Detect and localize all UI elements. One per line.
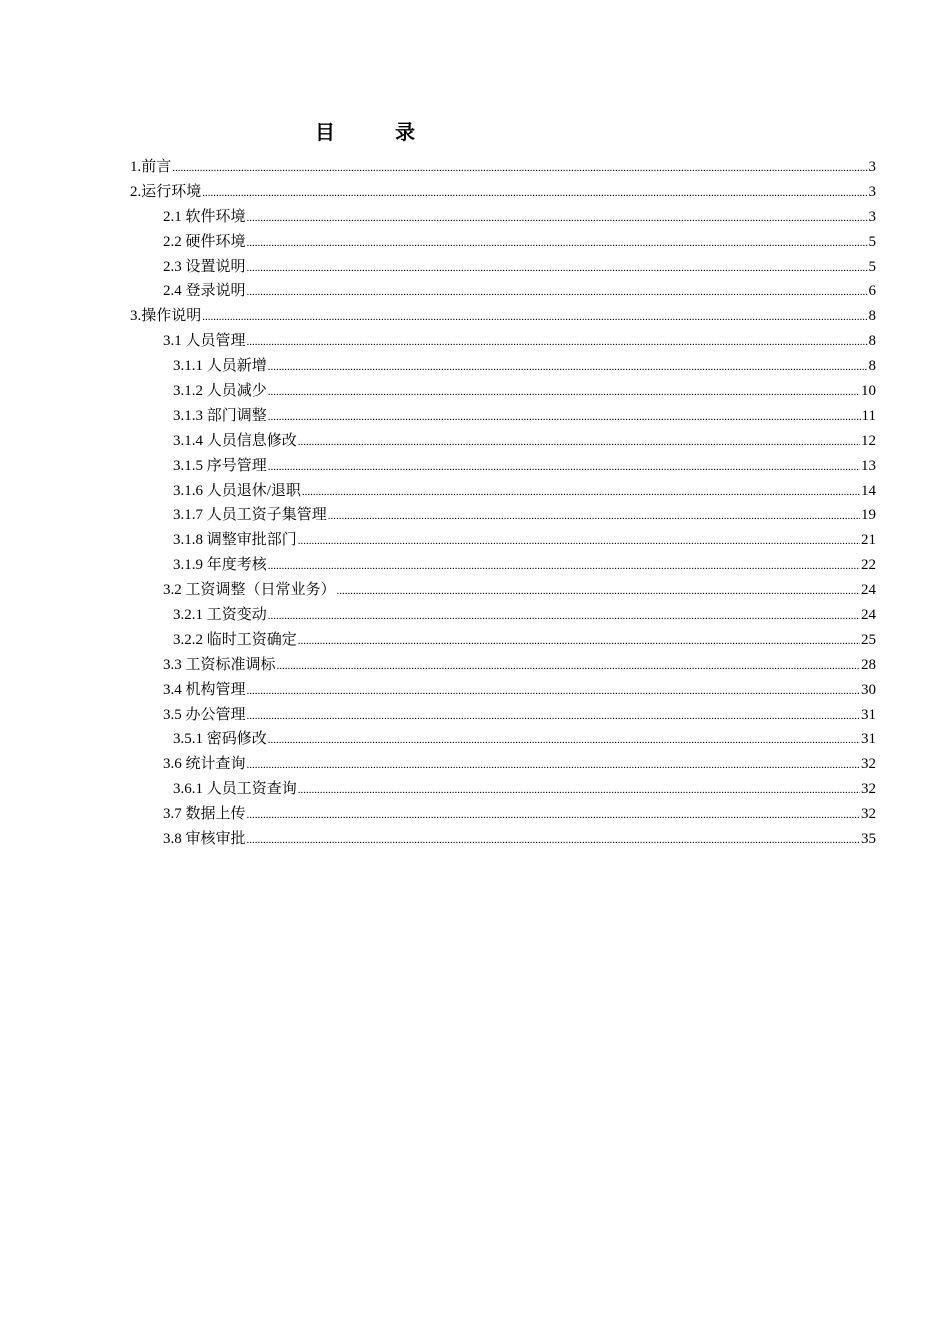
toc-entry-label: 2.3 设置说明 <box>163 258 246 275</box>
toc-entry-page-number: 3 <box>868 159 876 175</box>
toc-entry-page-number: 32 <box>861 756 876 773</box>
toc-entry[interactable] <box>130 603 876 628</box>
toc-entry-page-number: 22 <box>861 557 876 574</box>
toc-entry[interactable] <box>130 454 876 479</box>
toc-entry-page-number: 13 <box>861 457 876 474</box>
toc-entry-label: 3.5 办公管理 <box>163 706 246 723</box>
toc-entry[interactable] <box>130 379 876 404</box>
toc-entry-page-number: 10 <box>861 383 876 400</box>
table-of-contents <box>130 155 876 852</box>
toc-entry-label: 3.2 工资调整（日常业务） <box>163 582 336 599</box>
toc-entry-label: 1.前言 <box>130 159 172 175</box>
toc-entry-label: 3.1.4 人员信息修改 <box>173 432 297 449</box>
toc-dot-leader <box>247 828 860 853</box>
toc-entry[interactable] <box>130 255 876 280</box>
toc-entry-label: 3.1.9 年度考核 <box>173 557 267 574</box>
toc-entry-label: 2.运行环境 <box>130 183 202 200</box>
toc-dot-leader <box>268 405 861 430</box>
toc-entry-label: 3.操作说明 <box>130 308 202 325</box>
toc-dot-leader <box>268 355 868 380</box>
toc-entry-label: 3.6.1 人员工资查询 <box>173 781 297 798</box>
toc-entry-page-number: 31 <box>861 731 876 748</box>
toc-entry[interactable] <box>130 304 876 329</box>
toc-entry[interactable] <box>130 205 876 230</box>
toc-dot-leader <box>268 728 860 753</box>
toc-entry-page-number: 32 <box>861 781 876 798</box>
toc-entry-label: 3.1.8 调整审批部门 <box>173 532 297 549</box>
toc-dot-leader <box>302 480 860 505</box>
toc-entry[interactable] <box>130 180 876 205</box>
toc-dot-leader <box>298 778 860 803</box>
toc-dot-leader <box>247 803 860 828</box>
toc-entry-label: 3.3 工资标准调标 <box>163 656 276 673</box>
toc-entry-label: 3.1.3 部门调整 <box>173 407 267 424</box>
toc-entry-page-number: 35 <box>861 831 876 848</box>
toc-entry-page-number: 32 <box>861 806 876 823</box>
toc-entry-label: 2.4 登录说明 <box>163 283 246 300</box>
toc-entry[interactable] <box>130 479 876 504</box>
toc-entry[interactable] <box>130 827 876 852</box>
toc-dot-leader <box>247 280 868 305</box>
toc-entry[interactable] <box>130 703 876 728</box>
toc-entry[interactable] <box>130 230 876 255</box>
toc-entry-page-number: 31 <box>861 706 876 723</box>
toc-entry-label: 3.2.2 临时工资确定 <box>173 631 297 648</box>
toc-entry[interactable] <box>130 155 876 180</box>
toc-entry-page-number: 12 <box>861 432 876 449</box>
toc-entry-label: 3.5.1 密码修改 <box>173 731 267 748</box>
toc-dot-leader <box>202 305 867 330</box>
toc-entry-label: 3.8 审核审批 <box>163 831 246 848</box>
toc-entry[interactable] <box>130 553 876 578</box>
toc-dot-leader <box>298 629 860 654</box>
toc-entry-page-number: 28 <box>861 656 876 673</box>
toc-dot-leader <box>247 256 868 281</box>
toc-entry[interactable] <box>130 503 876 528</box>
toc-entry-label: 2.2 硬件环境 <box>163 233 246 250</box>
toc-dot-leader <box>337 579 860 604</box>
toc-dot-leader <box>247 231 868 256</box>
toc-dot-leader <box>277 654 860 679</box>
toc-entry-page-number: 8 <box>868 358 876 375</box>
toc-entry[interactable] <box>130 752 876 777</box>
toc-dot-leader <box>172 156 867 181</box>
toc-entry[interactable] <box>130 678 876 703</box>
toc-dot-leader <box>268 554 860 579</box>
toc-entry-page-number: 8 <box>868 308 876 325</box>
toc-dot-leader <box>247 704 860 729</box>
toc-entry-label: 3.1 人员管理 <box>163 333 246 350</box>
toc-entry[interactable] <box>130 404 876 429</box>
toc-entry-label: 3.4 机构管理 <box>163 681 246 698</box>
toc-entry-label: 3.1.7 人员工资子集管理 <box>173 507 327 524</box>
toc-entry[interactable] <box>130 653 876 678</box>
toc-dot-leader <box>298 529 860 554</box>
toc-entry-page-number: 3 <box>868 183 876 200</box>
toc-entry-label: 3.2.1 工资变动 <box>173 607 267 624</box>
toc-dot-leader <box>268 604 860 629</box>
toc-entry[interactable] <box>130 429 876 454</box>
toc-entry-page-number: 14 <box>861 482 876 499</box>
toc-entry-page-number: 24 <box>861 607 876 624</box>
toc-entry-page-number: 19 <box>861 507 876 524</box>
toc-entry[interactable] <box>130 802 876 827</box>
toc-entry-label: 2.1 软件环境 <box>163 208 246 225</box>
toc-dot-leader <box>247 330 868 355</box>
toc-entry-page-number: 21 <box>861 532 876 549</box>
toc-entry[interactable] <box>130 628 876 653</box>
toc-entry-page-number: 11 <box>861 407 876 424</box>
toc-dot-leader <box>247 679 860 704</box>
toc-dot-leader <box>247 206 868 231</box>
toc-entry[interactable] <box>130 528 876 553</box>
toc-entry[interactable] <box>130 329 876 354</box>
page-title: 目录 <box>315 120 475 144</box>
toc-entry-page-number: 25 <box>861 631 876 648</box>
toc-entry-label: 3.7 数据上传 <box>163 806 246 823</box>
toc-dot-leader <box>268 380 860 405</box>
toc-entry[interactable] <box>130 279 876 304</box>
toc-entry[interactable] <box>130 777 876 802</box>
toc-dot-leader <box>328 504 860 529</box>
toc-entry-label: 3.1.1 人员新增 <box>173 358 267 375</box>
toc-dot-leader <box>247 753 860 778</box>
toc-entry-page-number: 30 <box>861 681 876 698</box>
toc-dot-leader <box>202 181 867 206</box>
toc-entry[interactable] <box>130 578 876 603</box>
toc-entry-page-number: 3 <box>868 208 876 225</box>
toc-entry[interactable] <box>130 727 876 752</box>
toc-entry-page-number: 24 <box>861 582 876 599</box>
toc-entry-label: 3.1.2 人员减少 <box>173 383 267 400</box>
toc-entry[interactable] <box>130 354 876 379</box>
toc-dot-leader <box>268 455 860 480</box>
toc-entry-page-number: 5 <box>868 258 876 275</box>
toc-entry-label: 3.1.5 序号管理 <box>173 457 267 474</box>
toc-entry-page-number: 5 <box>868 233 876 250</box>
toc-dot-leader <box>298 430 860 455</box>
toc-entry-label: 3.6 统计查询 <box>163 756 246 773</box>
toc-entry-page-number: 6 <box>868 283 876 300</box>
toc-entry-label: 3.1.6 人员退休/退职 <box>173 482 301 499</box>
toc-entry-page-number: 8 <box>868 333 876 350</box>
